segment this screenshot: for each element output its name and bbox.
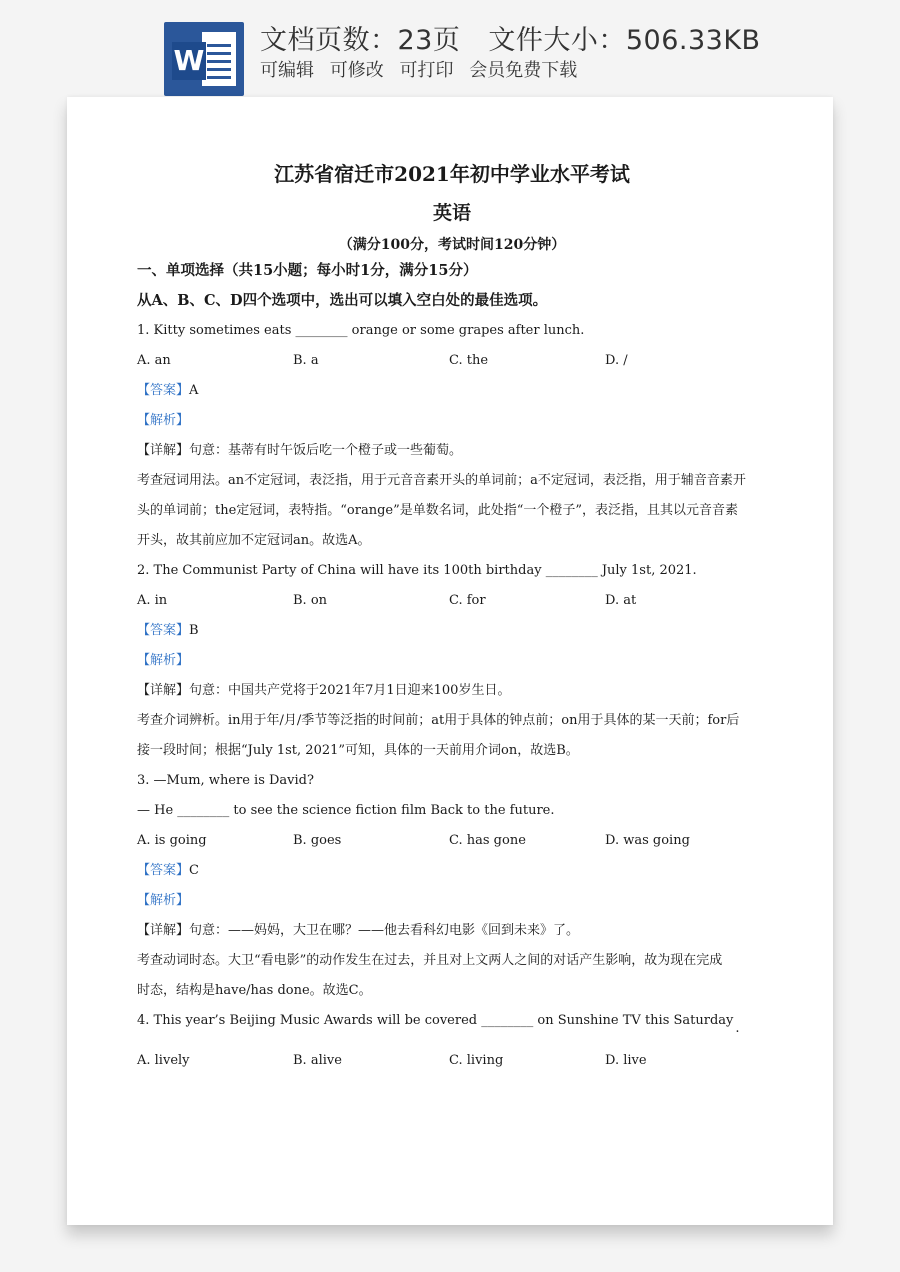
question-stem: — He ________ to see the science fiction film Back to the future. — [137, 803, 555, 818]
question-4 — [137, 1006, 767, 1076]
answer-value: A — [189, 383, 199, 398]
question-1 — [137, 316, 767, 556]
analysis-label: 【解析】 — [137, 413, 190, 428]
answer-line — [137, 856, 767, 886]
detail-line: 考查冠词用法。an不定冠词，表泛指，用于元音音素开头的单词前；a不定冠词，表泛指，用于辅音音素开 — [137, 473, 746, 488]
file-stats — [260, 18, 761, 57]
word-icon — [164, 22, 244, 96]
detail-line: 开头，故其前应加不定冠词an。故选A。 — [137, 533, 371, 548]
answer-label: 【答案】 — [137, 623, 190, 638]
question-stem: 1. Kitty sometimes eats ________ orange or some grapes after lunch. — [137, 323, 585, 338]
option-c: C. the — [449, 353, 489, 368]
detail-line: 【详解】句意：基蒂有时午饭后吃一个橙子或一些葡萄。 — [137, 443, 463, 458]
word-icon-sheet — [202, 32, 236, 86]
option-c: C. for — [449, 593, 486, 608]
option-row — [137, 826, 767, 856]
option-b: B. alive — [293, 1053, 342, 1068]
exam-title: 江苏省宿迁市2021年初中学业水平考试 — [274, 162, 630, 186]
question-stem — [137, 1006, 767, 1036]
detail-line: 头的单词前；the定冠词，表特指。“orange”是单数名词，此处指“一个橙子”，表泛指，且其以元音音素 — [137, 503, 739, 518]
option-b: B. a — [293, 353, 319, 368]
document-page — [67, 97, 833, 1225]
page-content — [137, 159, 767, 1076]
option-b: B. goes — [293, 833, 342, 848]
stem-period: . — [735, 1021, 740, 1036]
score-info: （满分100分，考试时间120分钟） — [338, 237, 566, 253]
question-3 — [137, 766, 767, 1006]
option-row — [137, 1046, 767, 1076]
detail-line: 【详解】句意：——妈妈，大卫在哪？——他去看科幻电影《回到未来》了。 — [137, 923, 580, 938]
detail-line: 考查介词辨析。in用于年/月/季节等泛指的时间前；at用于具体的钟点前；on用于具体的某一天前；for后 — [137, 713, 740, 728]
option-a: A. is going — [137, 833, 207, 848]
detail-line: 【详解】句意：中国共产党将于2021年7月1日迎来100岁生日。 — [137, 683, 511, 698]
detail-line: 时态，结构是have/has done。故选C。 — [137, 983, 372, 998]
option-a: A. lively — [137, 1053, 190, 1068]
detail-line: 考查动词时态。大卫“看电影”的动作发生在过去，并且对上文两人之间的对话产生影响，故为现在完成 — [137, 953, 723, 968]
answer-value: C — [189, 863, 199, 878]
analysis-label: 【解析】 — [137, 893, 190, 908]
section-heading: 一、单项选择（共15小题；每小时1分，满分15分） — [137, 262, 478, 279]
question-stem: 2. The Communist Party of China will have its 100th birthday ________ July 1st, 2021. — [137, 563, 697, 578]
feature-editable: 可编辑 — [260, 60, 314, 81]
option-d: D. live — [605, 1053, 647, 1068]
answer-label: 【答案】 — [137, 383, 190, 398]
section-instruction: 从A、B、C、D四个选项中，选出可以填入空白处的最佳选项。 — [137, 292, 548, 309]
option-c: C. has gone — [449, 833, 526, 848]
feature-list — [260, 56, 587, 82]
exam-subject: 英语 — [432, 202, 471, 224]
download-banner — [0, 0, 900, 100]
option-d: D. at — [605, 593, 637, 608]
feature-free-download: 会员免费下载 — [469, 60, 578, 81]
analysis-label: 【解析】 — [137, 653, 190, 668]
option-a: A. in — [137, 593, 168, 608]
option-row — [137, 346, 767, 376]
answer-line — [137, 376, 767, 406]
option-d: D. was going — [605, 833, 690, 848]
question-2 — [137, 556, 767, 766]
detail-line: 接一段时间；根据“July 1st, 2021”可知，具体的一天前用介词on，故选B。 — [137, 743, 579, 758]
feature-printable: 可打印 — [399, 60, 454, 81]
answer-label: 【答案】 — [137, 863, 190, 878]
feature-modifiable: 可修改 — [329, 60, 384, 81]
question-stem-text: 4. This year’s Beijing Music Awards will be covered ________ on Sunshine TV this Saturday — [137, 1013, 734, 1028]
page-count: 文档页数：23页 — [260, 25, 461, 56]
word-icon-letter: W — [172, 42, 206, 80]
option-row — [137, 586, 767, 616]
answer-value: B — [189, 623, 199, 638]
option-b: B. on — [293, 593, 328, 608]
question-stem: 3. —Mum, where is David? — [137, 773, 314, 788]
answer-line — [137, 616, 767, 646]
option-d: D. / — [605, 353, 628, 368]
option-c: C. living — [449, 1053, 504, 1068]
file-size: 文件大小：506.33KB — [488, 25, 761, 56]
option-a: A. an — [137, 353, 171, 368]
